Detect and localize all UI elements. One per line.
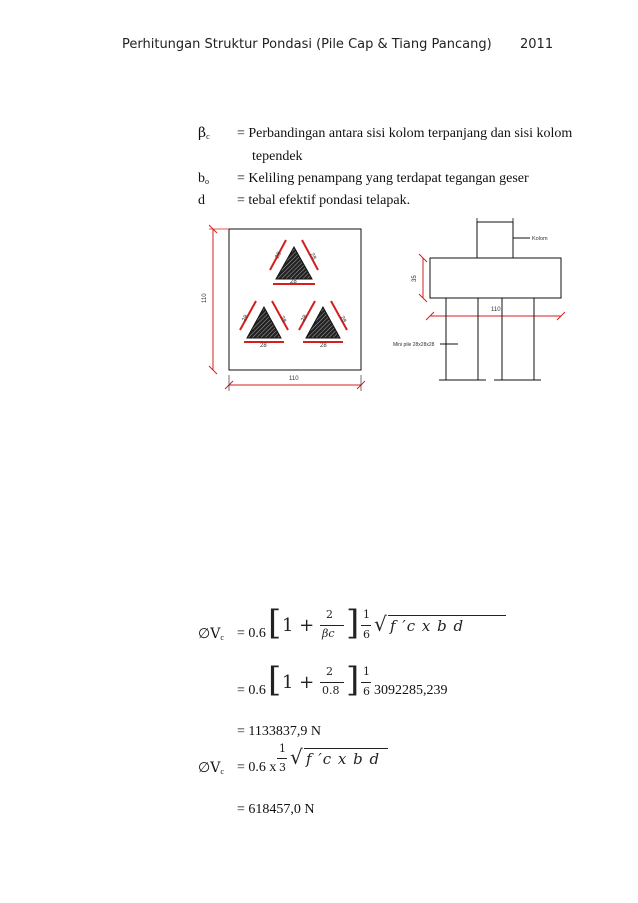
- pile-label: 28: [260, 343, 267, 349]
- formula4-lhs: $\emptyset V_c$: [198, 760, 224, 776]
- pile-label: 28: [308, 252, 317, 261]
- cap-width-dimension: [426, 312, 565, 320]
- pile-label: 28: [320, 343, 327, 349]
- pile-label: 28: [274, 251, 283, 260]
- pile-label: 28: [278, 315, 287, 324]
- section-pile-cap: [430, 258, 561, 298]
- formula5-result: = 618457,0 N: [237, 802, 315, 817]
- def-bo-text: = Keliling penampang yang terdapat tegangan geser: [237, 171, 529, 186]
- section-pile-right: [494, 298, 541, 380]
- formula1-lhs: $\emptyset V_c$: [198, 626, 224, 642]
- pile-label: 28: [338, 315, 347, 324]
- formula4-eq: = 0.6 x: [237, 760, 277, 775]
- formula2-eq: = 0.6: [237, 683, 266, 698]
- def-bo-symbol: $b_o$: [198, 171, 209, 186]
- formula1-eq: = 0.6: [237, 626, 266, 641]
- page-header-year: 2011: [520, 37, 554, 52]
- plan-height-label: 110: [202, 293, 208, 303]
- plan-height-dimension: [209, 225, 229, 374]
- cap-height-label: 35: [412, 275, 418, 282]
- page-header-title: Perhitungan Struktur Pondasi (Pile Cap & Tiang Pancang): [122, 37, 492, 52]
- pile-section-label: Mini pile 28x28x28: [393, 342, 435, 348]
- formula3-result: = 1133837,9 N: [237, 724, 321, 739]
- kolom-label: Kolom: [532, 236, 548, 242]
- pile-cap-figure: [0, 0, 638, 420]
- def-beta-symbol: $\beta_c$: [198, 125, 210, 141]
- def-beta-text: = Perbandingan antara sisi kolom terpanjang dan sisi kolom: [237, 126, 573, 141]
- formula2-value: 3092285,239: [374, 683, 448, 698]
- cap-width-label: 110: [491, 307, 501, 313]
- section-column: [477, 222, 513, 258]
- pile-label: 28: [241, 314, 250, 323]
- cap-height-dimension: [419, 254, 427, 302]
- pile-label: 28: [300, 314, 309, 323]
- def-d-text: = tebal efektif pondasi telapak.: [237, 193, 411, 208]
- def-beta-text-cont: tependek: [252, 149, 303, 164]
- def-d-symbol: d: [198, 193, 205, 208]
- pile-top: [270, 240, 318, 284]
- pile-label: 28: [290, 279, 297, 285]
- plan-width-label: 110: [289, 376, 299, 382]
- section-pile-left: [439, 298, 486, 380]
